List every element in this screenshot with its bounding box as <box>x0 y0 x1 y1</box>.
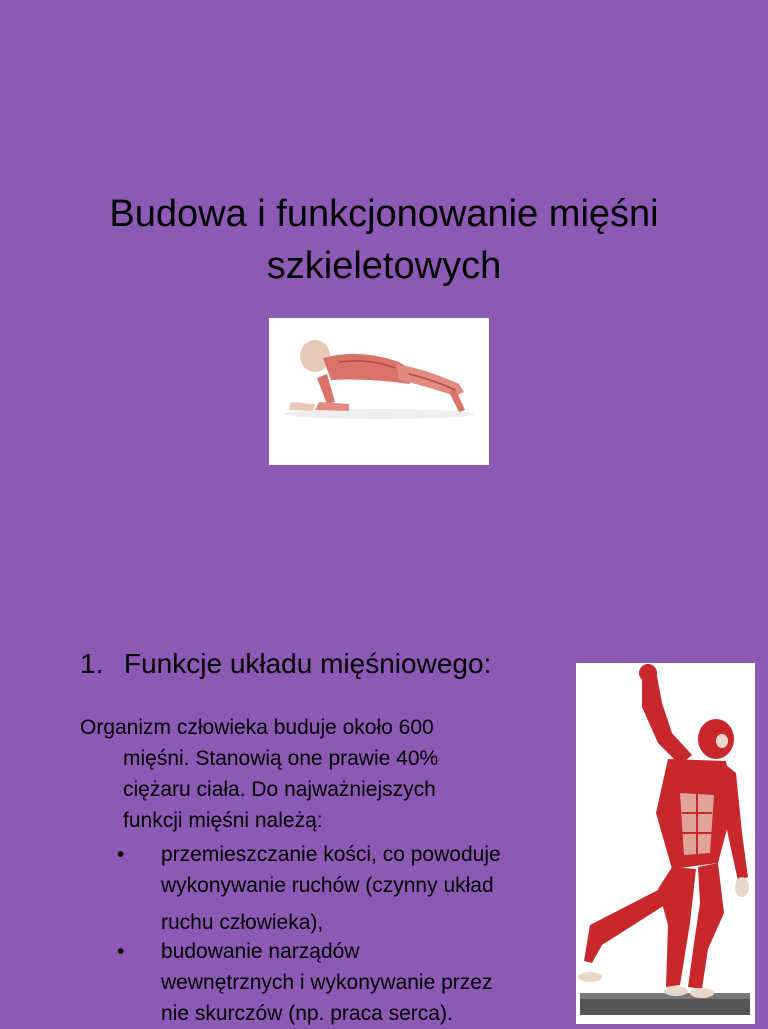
bullet-line: przemieszczanie kości, co powoduje <box>161 843 501 866</box>
heading-number: 1. <box>80 648 104 679</box>
muscular-plank-figure-icon <box>269 318 489 465</box>
muscular-anatomy-figure-icon <box>576 663 755 1024</box>
title-slide <box>0 0 768 512</box>
paragraph-line: Organizm człowieka buduje około 600 <box>80 716 434 739</box>
slide-title: Budowa i funkcjonowanie mięśni szkieletowych <box>109 193 659 287</box>
plank-figure-image <box>269 318 489 465</box>
bullet-icon: • <box>117 940 125 963</box>
paragraph-line: mięśni. Stanowią one prawie 40% <box>123 747 439 770</box>
heading-text: Funkcje układu mięśniowego: <box>124 648 492 679</box>
bullet-item <box>117 936 547 1029</box>
paragraph-line: ciężaru ciała. Do najważniejszych <box>123 778 436 801</box>
intro-paragraph <box>80 712 550 836</box>
bullet-line: budowanie narządów <box>161 940 360 963</box>
section-heading <box>80 646 491 682</box>
content-slide <box>0 512 768 1024</box>
bullet-icon: • <box>117 843 125 866</box>
bullet-line: wykonywanie ruchów (czynny układ <box>161 874 494 897</box>
bullet-line: nie skurczów (np. praca serca). <box>161 1002 453 1025</box>
bullet-item <box>117 839 547 938</box>
anatomy-figure-image <box>576 663 755 1024</box>
bullet-line: ruchu człowieka), <box>161 911 324 934</box>
paragraph-line: funkcji mięśni należą: <box>123 809 323 832</box>
bullet-line: wewnętrznych i wykonywanie przez <box>161 971 493 994</box>
